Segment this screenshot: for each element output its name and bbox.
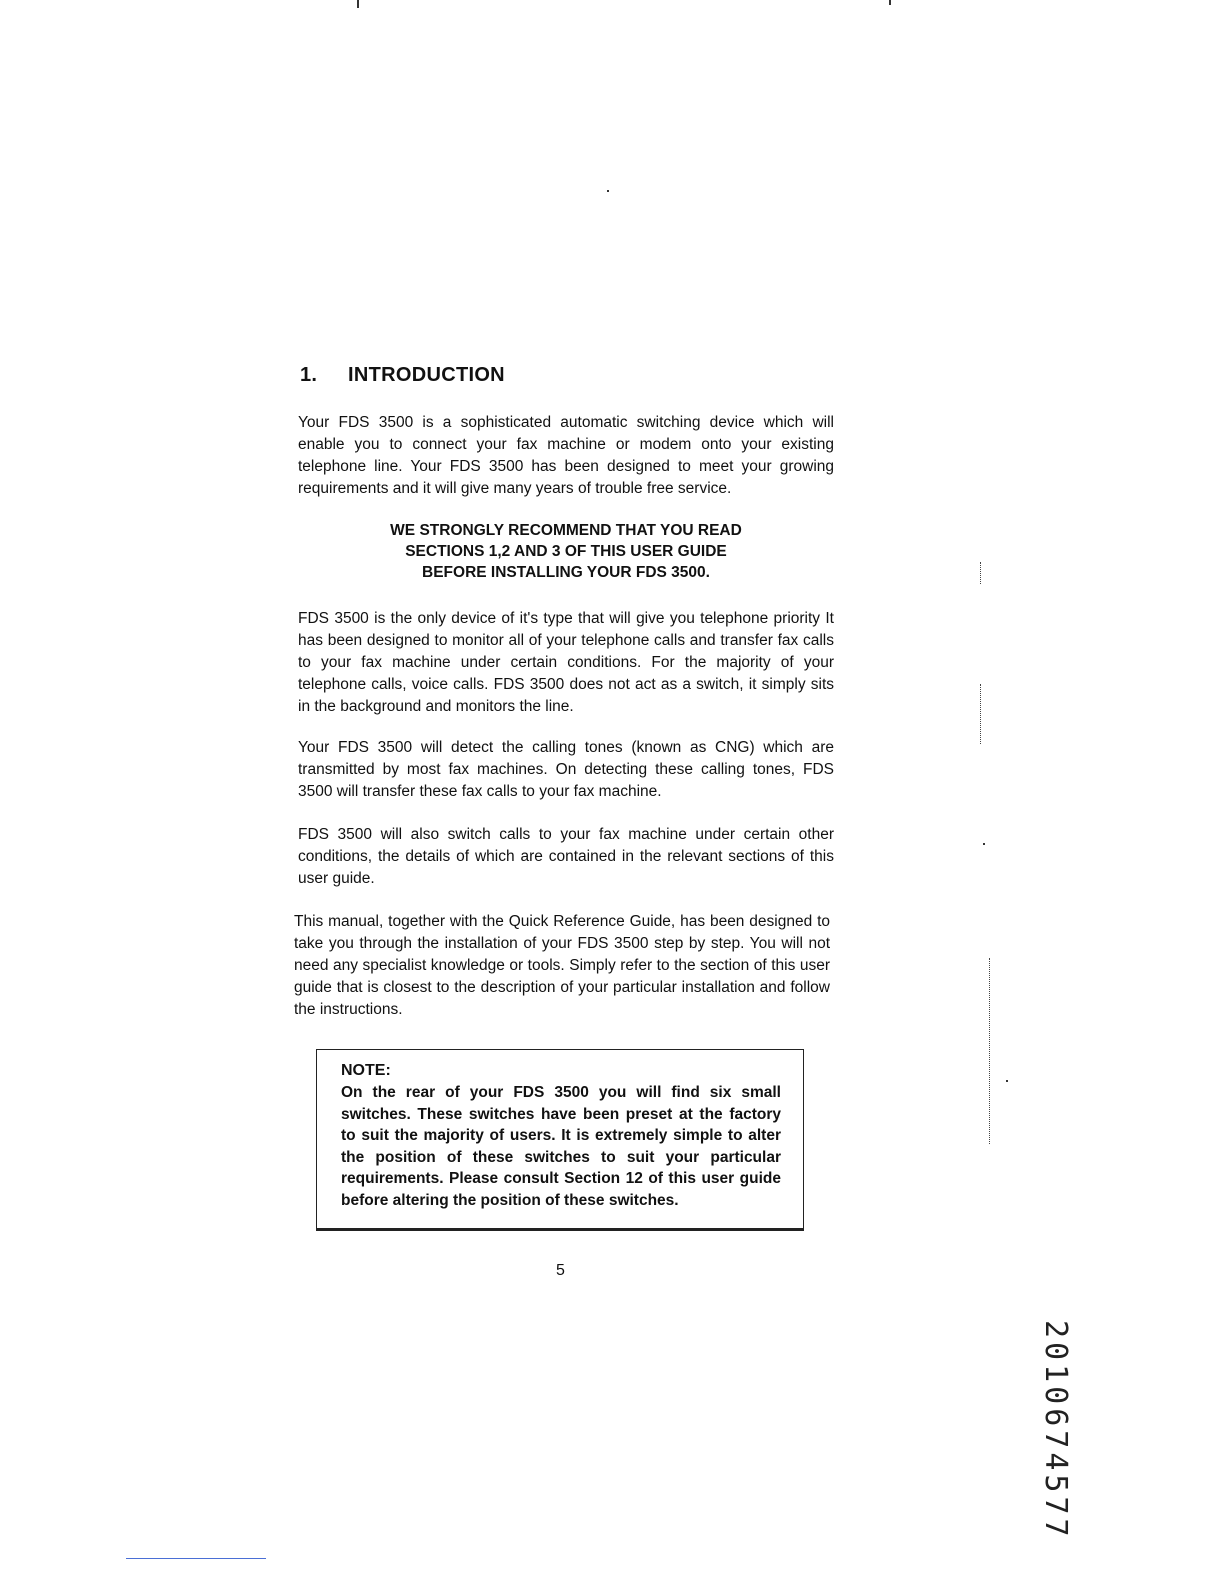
recommendation-line-1: WE STRONGLY RECOMMEND THAT YOU READ [390, 522, 742, 539]
intro-paragraph-5: This manual, together with the Quick Reference Guide, has been designed to take you through the installation of your FDS 3500 step by step. You will not need any specialist knowledge or tools. Simply refer to the section of this user guide that is closest to the description of your particular installation and follow the instructions. [294, 913, 830, 1018]
scan-mark-top-left [357, 0, 359, 8]
section-number: 1. [300, 364, 318, 386]
document-id: 2010674577 [1038, 1320, 1073, 1541]
note-text: On the rear of your FDS 3500 you will find six small switches. These switches have been preset at the factory to suit the majority of users. It is extremely simple to alter the position of these switches to suit your particular requirements. Please consult Section 12 of this user guide before altering the position of these switches. [341, 1084, 781, 1209]
intro-paragraph-1: Your FDS 3500 is a sophisticated automatic switching device which will enable you to connect your fax machine or modem onto your existing telephone line. Your FDS 3500 has been designed to meet your growing requirements and it will give many years of trouble free service. [298, 414, 834, 497]
margin-dots-3 [989, 958, 990, 1144]
section-title: INTRODUCTION [348, 364, 505, 386]
margin-dots-2 [980, 684, 981, 744]
margin-dots-1 [980, 562, 981, 584]
scan-dot [607, 190, 609, 192]
intro-paragraph-2: FDS 3500 is the only device of it's type that will give you telephone priority It has been designed to monitor all of your telephone calls and transfer fax calls to your fax machine under certain conditions. For the majority of your telephone calls, voice calls. FDS 3500 does not act as a switch, it simply sits in the background and monitors the line. [298, 610, 834, 715]
intro-paragraph-3: Your FDS 3500 will detect the calling tones (known as CNG) which are transmitted by most fax machines. On detecting these calling tones, FDS 3500 will transfer these fax calls to your fax machine. [298, 739, 834, 800]
section-heading [300, 364, 505, 387]
bottom-edge-line [126, 1558, 266, 1559]
recommendation-line-2: SECTIONS 1,2 AND 3 OF THIS USER GUIDE [405, 543, 727, 560]
recommendation-block [298, 520, 834, 583]
note-box [316, 1049, 804, 1231]
margin-dot [1006, 1080, 1008, 1082]
page-number: 5 [556, 1262, 565, 1279]
intro-paragraph-4: FDS 3500 will also switch calls to your fax machine under certain other conditions, the details of which are contained in the relevant sections of this user guide. [298, 826, 834, 887]
margin-dash [983, 843, 985, 845]
scan-mark-top-right [889, 0, 891, 5]
recommendation-line-3: BEFORE INSTALLING YOUR FDS 3500. [422, 564, 710, 581]
note-title: NOTE: [341, 1062, 391, 1079]
